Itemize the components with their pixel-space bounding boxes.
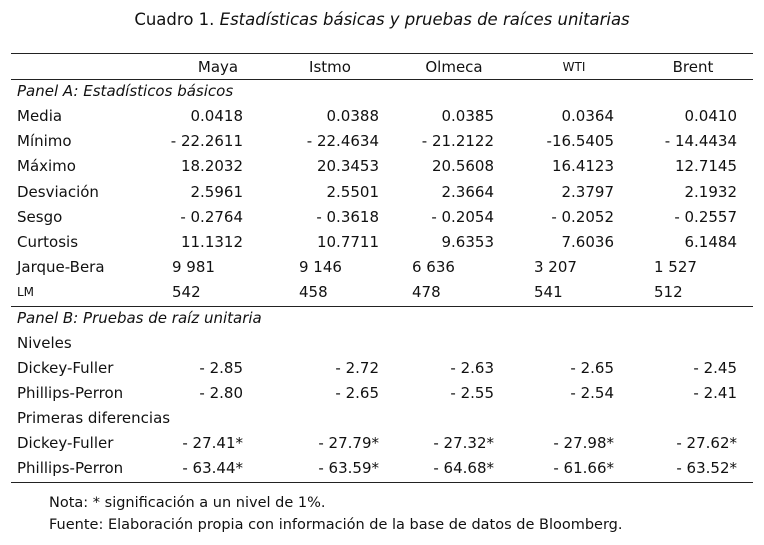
column-header-row (0, 55, 764, 79)
table-row (0, 205, 764, 229)
table-row (0, 255, 764, 279)
value-cell-brent: 12.7145 (674, 157, 737, 176)
row-label: Dickey-Fuller (17, 434, 114, 452)
value-cell-olmeca: 9.6353 (441, 233, 494, 251)
panel-a-label: Panel A: Estadísticos básicos (17, 82, 234, 100)
value-cell-olmeca: 6 636 (412, 258, 455, 277)
value-cell-brent: - 27.62* (676, 434, 737, 452)
table-number: Cuadro 1. (134, 10, 215, 29)
value-cell-olmeca: - 27.32* (433, 434, 494, 452)
table-row (0, 381, 764, 405)
value-cell-istmo: 20.3453 (316, 157, 379, 176)
diferencias-label: Primeras diferencias (17, 409, 171, 427)
value-cell-wti: 7.6036 (561, 233, 614, 251)
value-cell-istmo: 2.5501 (326, 182, 379, 201)
value-cell-maya: 0.0418 (190, 107, 243, 125)
column-header-brent: Brent (672, 58, 714, 76)
value-cell-wti: - 2.65 (570, 359, 614, 377)
column-header-wti: WTI (562, 60, 586, 74)
table-note: Nota: * significación a un nivel de 1%. (49, 495, 326, 511)
table-row (0, 129, 764, 153)
value-cell-maya: 542 (172, 283, 201, 302)
table-row (0, 180, 764, 204)
row-label: Sesgo (17, 207, 63, 226)
panel-a-heading (0, 79, 764, 103)
value-cell-brent: - 2.45 (693, 359, 737, 377)
value-cell-brent: - 0.2557 (674, 207, 737, 226)
panel-b-label: Panel B: Pruebas de raíz unitaria (17, 309, 262, 327)
value-cell-maya: - 63.44* (182, 459, 243, 477)
column-header-istmo: Istmo (309, 58, 351, 76)
value-cell-brent: 6.1484 (684, 233, 737, 251)
value-cell-istmo: - 27.79* (318, 434, 379, 452)
value-cell-wti: - 27.98* (553, 434, 614, 452)
value-cell-istmo: 9 146 (299, 258, 342, 277)
panel-b-heading (0, 306, 764, 330)
table-subtitle: Estadísticas básicas y pruebas de raíces unitarias (219, 10, 630, 29)
value-cell-istmo: - 2.65 (335, 384, 379, 402)
value-cell-wti: 3 207 (534, 258, 577, 277)
value-cell-brent: 2.1932 (684, 182, 737, 201)
row-label: Media (17, 107, 63, 125)
niveles-label: Niveles (17, 334, 72, 352)
niveles-heading (0, 331, 764, 355)
value-cell-olmeca: - 64.68* (433, 459, 494, 477)
table-row (0, 356, 764, 380)
row-label: Máximo (17, 157, 76, 176)
value-cell-istmo: 10.7711 (316, 233, 379, 251)
table-row (0, 104, 764, 128)
row-label: Phillips-Perron (17, 384, 124, 402)
row-label: LM (17, 285, 35, 300)
value-cell-maya: - 2.85 (199, 359, 243, 377)
row-label: Dickey-Fuller (17, 359, 114, 377)
value-cell-wti: 0.0364 (561, 107, 614, 125)
table-title (0, 10, 764, 29)
value-cell-wti: - 2.54 (570, 384, 614, 402)
value-cell-olmeca: - 2.63 (450, 359, 494, 377)
value-cell-istmo: - 63.59* (318, 459, 379, 477)
value-cell-istmo: 458 (299, 283, 328, 302)
value-cell-brent: - 14.4434 (664, 132, 737, 151)
row-label: Jarque-Bera (17, 258, 105, 277)
value-cell-olmeca: 2.3664 (441, 182, 494, 201)
top-rule (11, 53, 753, 54)
table-source: Fuente: Elaboración propia con información de la base de datos de Bloomberg. (49, 517, 623, 533)
row-label: Mínimo (17, 132, 72, 151)
value-cell-olmeca: 478 (412, 283, 441, 302)
value-cell-istmo: - 0.3618 (316, 207, 379, 226)
value-cell-wti: 16.4123 (551, 157, 614, 176)
value-cell-olmeca: 0.0385 (441, 107, 494, 125)
value-cell-brent: 0.0410 (684, 107, 737, 125)
value-cell-olmeca: - 2.55 (450, 384, 494, 402)
value-cell-maya: 2.5961 (190, 182, 243, 201)
table-row (0, 154, 764, 178)
table-row (0, 280, 764, 304)
table-row (0, 431, 764, 455)
diferencias-heading (0, 406, 764, 430)
row-label: Desviación (17, 182, 99, 201)
value-cell-brent: - 2.41 (693, 384, 737, 402)
value-cell-brent: 512 (654, 283, 683, 302)
value-cell-maya: - 2.80 (199, 384, 243, 402)
value-cell-wti: - 0.2052 (551, 207, 614, 226)
value-cell-wti: 541 (534, 283, 563, 302)
column-header-olmeca: Olmeca (425, 58, 483, 76)
value-cell-istmo: - 22.4634 (306, 132, 379, 151)
value-cell-olmeca: 20.5608 (431, 157, 494, 176)
value-cell-olmeca: - 0.2054 (431, 207, 494, 226)
row-label: Phillips-Perron (17, 459, 124, 477)
value-cell-maya: - 22.2611 (170, 132, 243, 151)
value-cell-maya: 11.1312 (180, 233, 243, 251)
row-label: Curtosis (17, 233, 79, 251)
table-row (0, 230, 764, 254)
value-cell-wti: -16.5405 (546, 132, 614, 151)
value-cell-maya: - 27.41* (182, 434, 243, 452)
column-header-maya: Maya (197, 58, 239, 76)
value-cell-istmo: - 2.72 (335, 359, 379, 377)
value-cell-maya: 9 981 (172, 258, 215, 277)
table-row (0, 456, 764, 480)
value-cell-brent: 1 527 (654, 258, 697, 277)
value-cell-wti: - 61.66* (553, 459, 614, 477)
value-cell-wti: 2.3797 (561, 182, 614, 201)
value-cell-olmeca: - 21.2122 (421, 132, 494, 151)
value-cell-brent: - 63.52* (676, 459, 737, 477)
value-cell-maya: - 0.2764 (180, 207, 243, 226)
value-cell-istmo: 0.0388 (326, 107, 379, 125)
value-cell-maya: 18.2032 (180, 157, 243, 176)
bottom-rule (11, 482, 753, 483)
